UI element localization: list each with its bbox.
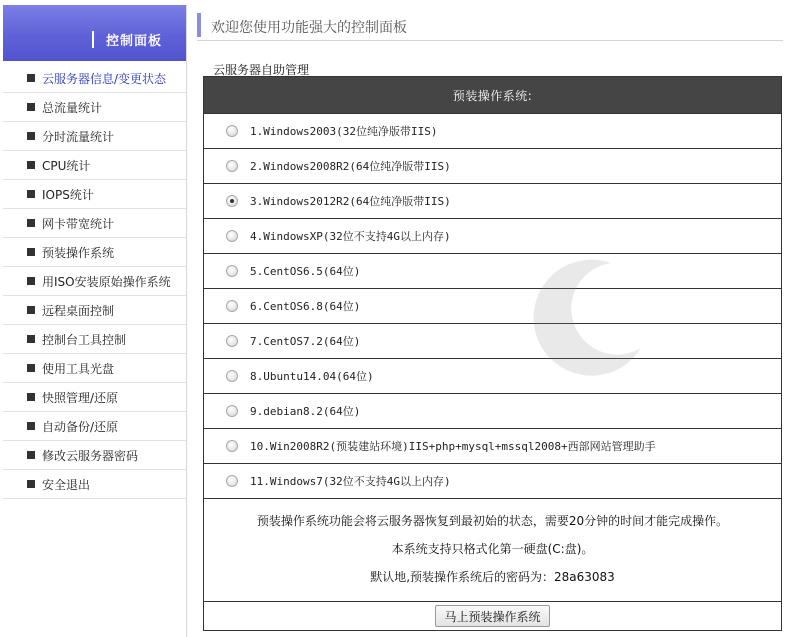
bullet-icon [27, 74, 35, 82]
radio-button[interactable] [226, 160, 238, 172]
radio-button[interactable] [226, 370, 238, 382]
os-option-windows2008r2[interactable] [204, 148, 781, 183]
bullet-icon [27, 103, 35, 111]
os-option-centos65[interactable] [204, 253, 781, 288]
os-option-label: 11.Windows7(32位不支持4G以上内存) [250, 475, 451, 488]
os-selection-table [203, 76, 782, 631]
sidebar-item-label: 控制台工具控制 [42, 332, 127, 347]
bullet-icon [27, 277, 35, 285]
sidebar-item-label: 修改云服务器密码 [42, 448, 139, 463]
main-content [196, 0, 787, 637]
radio-button[interactable] [226, 440, 238, 452]
sidebar-item-iops-stats[interactable] [3, 180, 186, 209]
os-option-ubuntu1404[interactable] [204, 358, 781, 393]
sidebar-item-label: 使用工具光盘 [42, 361, 115, 376]
os-option-debian82[interactable] [204, 393, 781, 428]
sidebar-item-console-tools[interactable] [3, 325, 186, 354]
bullet-icon [27, 451, 35, 459]
sidebar-title: 控制面板 [106, 34, 163, 49]
bullet-icon [27, 161, 35, 169]
os-option-windows2003[interactable] [204, 113, 781, 148]
sidebar-item-label: 网卡带宽统计 [42, 216, 115, 231]
page-title: 欢迎您使用功能强大的控制面板 [211, 20, 407, 36]
sidebar-item-tool-disc[interactable] [3, 354, 186, 383]
os-option-centos72[interactable] [204, 323, 781, 358]
bullet-icon [27, 422, 35, 430]
bullet-icon [27, 248, 35, 256]
info-block [204, 498, 781, 601]
sidebar-item-label: 分时流量统计 [42, 129, 115, 144]
os-option-label: 8.Ubuntu14.04(64位) [250, 370, 374, 383]
radio-button[interactable] [226, 230, 238, 242]
sidebar-item-iso-install[interactable] [3, 267, 186, 296]
sidebar-item-cpu-stats[interactable] [3, 151, 186, 180]
os-option-windows7[interactable] [204, 463, 781, 498]
radio-button[interactable] [226, 265, 238, 277]
section-title: 云服务器自助管理 [213, 63, 310, 77]
sidebar-item-label: 预装操作系统 [42, 245, 115, 260]
bullet-icon [27, 306, 35, 314]
table-header: 预装操作系统: [204, 77, 781, 113]
sidebar-item-remote-desktop[interactable] [3, 296, 186, 325]
radio-button[interactable] [226, 405, 238, 417]
page-header [197, 11, 783, 41]
sidebar-item-label: 远程桌面控制 [42, 303, 115, 318]
sidebar [3, 5, 187, 637]
sidebar-item-label: 总流量统计 [42, 100, 103, 115]
sidebar-item-auto-backup[interactable] [3, 412, 186, 441]
bullet-icon [27, 393, 35, 401]
os-option-label: 10.Win2008R2(预装建站环境)IIS+php+mysql+mssql2008+西部网站管理助手 [250, 440, 656, 453]
sidebar-item-snapshots[interactable] [3, 383, 186, 412]
sidebar-item-hourly-traffic[interactable] [3, 122, 186, 151]
info-line-password: 默认地,预装操作系统后的密码为：28a63083 [370, 570, 615, 584]
radio-button[interactable] [226, 335, 238, 347]
radio-button[interactable] [226, 475, 238, 487]
os-option-label: 1.Windows2003(32位纯净版带IIS) [250, 125, 438, 138]
sidebar-item-logout[interactable] [3, 470, 186, 499]
sidebar-menu [3, 64, 186, 499]
bullet-icon [27, 480, 35, 488]
bullet-icon [27, 219, 35, 227]
header-accent-bar [197, 13, 201, 37]
sidebar-item-change-password[interactable] [3, 441, 186, 470]
info-line-restore: 预装操作系统功能会将云服务器恢复到最初始的状态，需要20分钟的时间才能完成操作。 [256, 514, 729, 528]
os-option-label: 6.CentOS6.8(64位) [250, 300, 361, 313]
bullet-icon [27, 190, 35, 198]
info-line-format: 本系统支持只格式化第一硬盘(C:盘)。 [391, 542, 594, 556]
sidebar-item-label: 用ISO安装原始操作系统 [42, 274, 171, 289]
os-option-label: 3.Windows2012R2(64位纯净版带IIS) [250, 195, 451, 208]
sidebar-item-total-traffic[interactable] [3, 93, 186, 122]
bullet-icon [27, 364, 35, 372]
sidebar-item-label: CPU统计 [42, 158, 91, 173]
radio-button-checked[interactable] [226, 195, 238, 207]
radio-button[interactable] [226, 125, 238, 137]
sidebar-item-label: 快照管理/还原 [42, 390, 119, 405]
preinstall-os-button[interactable]: 马上预装操作系统 [435, 605, 549, 627]
sidebar-item-preinstall-os[interactable] [3, 238, 186, 267]
sidebar-header [3, 5, 186, 61]
sidebar-item-label: 安全退出 [42, 477, 91, 492]
os-option-windowsxp[interactable] [204, 218, 781, 253]
sidebar-item-label: 云服务器信息/变更状态 [42, 71, 167, 86]
os-option-label: 7.CentOS7.2(64位) [250, 335, 361, 348]
os-option-label: 4.WindowsXP(32位不支持4G以上内存) [250, 230, 451, 243]
sidebar-item-label: 自动备份/还原 [42, 419, 119, 434]
sidebar-item-nic-bandwidth[interactable] [3, 209, 186, 238]
os-option-label: 9.debian8.2(64位) [250, 405, 361, 418]
sidebar-item-server-info[interactable] [3, 64, 186, 93]
os-option-label: 5.CentOS6.5(64位) [250, 265, 361, 278]
bullet-icon [27, 335, 35, 343]
bullet-icon [27, 132, 35, 140]
os-option-label: 2.Windows2008R2(64位纯净版带IIS) [250, 160, 451, 173]
sidebar-item-label: IOPS统计 [42, 187, 94, 202]
radio-button[interactable] [226, 300, 238, 312]
os-option-centos68[interactable] [204, 288, 781, 323]
sidebar-header-divider [92, 31, 94, 48]
action-row [204, 601, 781, 630]
os-option-win2008r2-stack[interactable] [204, 428, 781, 463]
os-option-windows2012r2[interactable] [204, 183, 781, 218]
